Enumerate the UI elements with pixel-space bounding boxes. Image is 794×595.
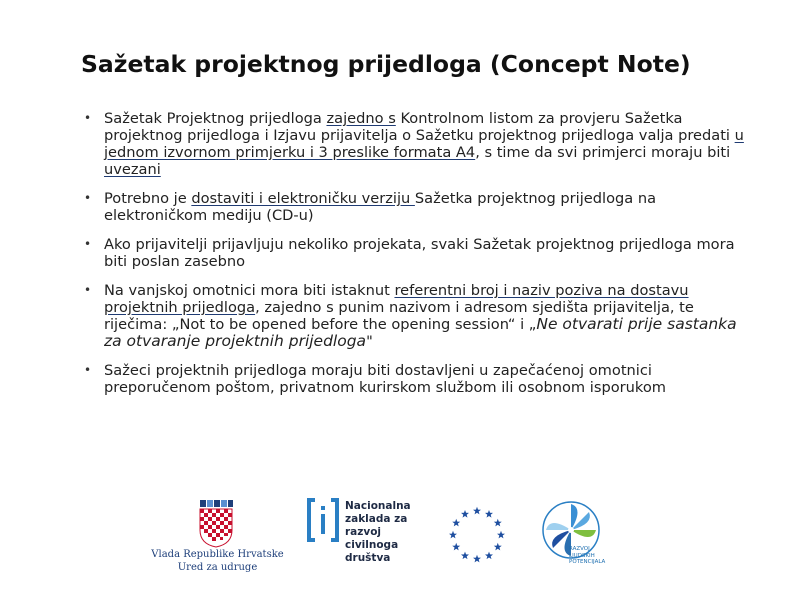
pinwheel-logo-line: POTENCIJALA — [569, 559, 606, 565]
eu-star-icon — [473, 507, 481, 515]
nzrcd-logo-line: društva — [345, 552, 391, 564]
underlined-text: u jednom izvornom primjerku i 3 preslike formata A4 — [104, 127, 744, 161]
nzrcd-bracket-logo — [305, 496, 341, 544]
nzrcd-logo-label — [345, 500, 411, 565]
bullet-text: , zajedno s punim nazivom i adresom sjedišta prijavitelja, te riječima: „Not to be opened before the opening session“ i „ — [104, 299, 694, 333]
nzrcd-logo-line: civilnoga — [345, 539, 399, 551]
bullet-text: Sažetka projektnog prijedloga na elektroničkom mediju (CD-u) — [104, 190, 657, 224]
list-item — [84, 282, 744, 350]
gov-logo-line: Vlada Republike Hrvatske — [151, 549, 284, 560]
eu-star-icon — [485, 552, 493, 560]
eu-stars-icon — [446, 504, 508, 566]
pinwheel-logo-line: LJUDSKIH — [569, 552, 595, 559]
page-title: Sažetak projektnog prijedloga (Concept Note) — [81, 50, 691, 78]
eu-star-icon — [497, 531, 505, 539]
list-item — [84, 110, 744, 178]
bullet-text: Potrebno je — [104, 190, 192, 207]
bullet-text: , s time da svi primjerci moraju biti — [475, 144, 731, 161]
bullet-text: Sažetak Projektnog prijedloga — [104, 110, 327, 127]
eu-star-icon — [461, 552, 469, 560]
gov-logo-label — [150, 548, 285, 574]
eu-star-icon — [461, 510, 469, 518]
bullet-text: Na vanjskoj omotnici mora biti istaknut — [104, 282, 395, 299]
eu-star-icon — [449, 531, 457, 539]
bullet-text: " — [366, 333, 373, 350]
underlined-text: uvezani — [104, 161, 161, 178]
bullet-text: Sažeci projektnih prijedloga moraju biti dostavljeni u zapečaćenoj omotnici preporučenom poštom, privatnom kurirskom službom ili osobnom isporukom — [104, 362, 666, 396]
eu-star-icon — [494, 519, 502, 527]
eu-star-icon — [452, 519, 460, 527]
nzrcd-logo-line: Nacionalna — [345, 500, 411, 512]
eu-star-icon — [473, 555, 481, 563]
bullet-text: Kontrolnom listom za provjeru Sažetka projektnog prijedloga i Izjavu prijavitelja o Sažetku projektnog prijedloga valja predati — [104, 110, 735, 144]
crown-icon — [200, 500, 233, 507]
list-item — [84, 236, 744, 270]
underlined-text: dostaviti i elektroničku verziju — [191, 190, 415, 207]
pinwheel-logo-line: RAZVOJ — [569, 546, 590, 552]
gov-logo-line: Ured za udruge — [177, 562, 258, 573]
bullet-list — [84, 110, 744, 408]
underlined-text: zajedno s — [326, 110, 396, 127]
croatian-coat-of-arms-logo — [196, 500, 236, 548]
eu-star-icon — [485, 510, 493, 518]
list-item — [84, 362, 744, 396]
nzrcd-logo-line: razvoj — [345, 526, 382, 538]
bullet-text: Ako prijavitelji prijavljuju nekoliko projekata, svaki Sažetak projektnog prijedloga mora biti poslan zasebno — [104, 236, 735, 270]
checkerboard-shield-icon — [200, 509, 232, 547]
list-item — [84, 190, 744, 224]
eu-star-icon — [452, 543, 460, 551]
nzrcd-logo-line: zaklada za — [345, 513, 408, 525]
pinwheel-logo-label — [569, 546, 605, 566]
underlined-text: referentni broj i naziv poziva na dostavu projektnih prijedloga — [104, 282, 689, 316]
italic-text: Ne otvarati prije sastanka za otvaranje projektnih prijedloga — [104, 315, 737, 350]
eu-star-icon — [494, 543, 502, 551]
